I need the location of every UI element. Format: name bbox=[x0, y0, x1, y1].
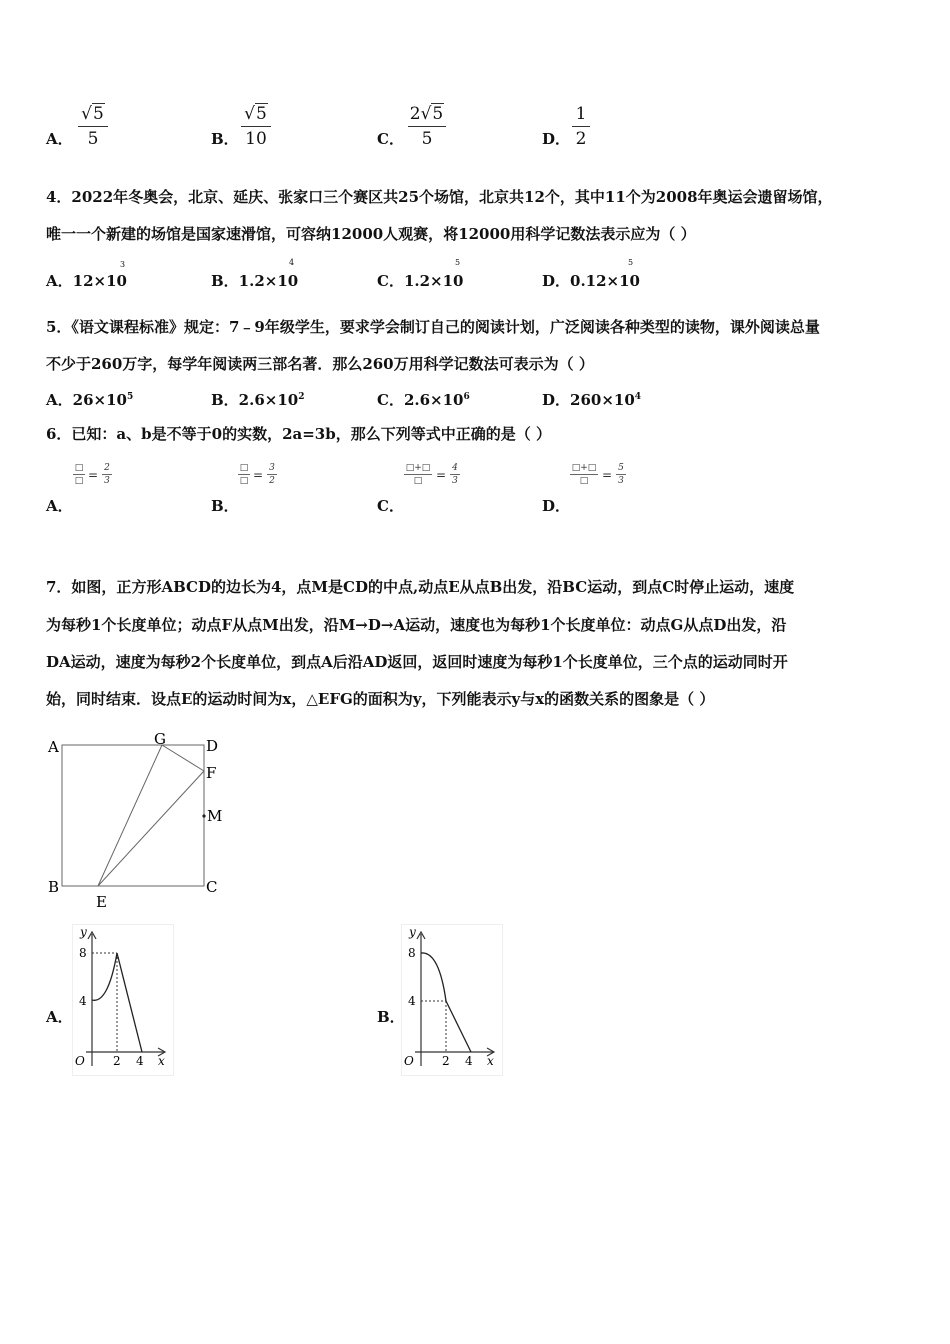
q6-option-a-rhs-fraction: 2 3 bbox=[102, 463, 112, 486]
q6-option-c-rhs-fraction: 4 3 bbox=[450, 463, 460, 486]
square-figure bbox=[40, 725, 240, 915]
graph-b-curve bbox=[421, 953, 446, 1001]
q6-option-d-label: D． bbox=[542, 497, 571, 515]
q6-option-b-label: B． bbox=[211, 497, 239, 515]
q5-option-b: B．$2.6\times 10^2$ bbox=[211, 391, 305, 409]
q6-option-b-rhs-fraction: 3 2 bbox=[267, 463, 277, 486]
q6-option-c-lhs-fraction: □+□ □ bbox=[405, 463, 431, 486]
q6-stem: 6．已知：a、b是不等于0的实数，2a=3b，那么下列等式中正确的是（ ） bbox=[46, 425, 551, 443]
q4-option-c-exponent: 5 bbox=[455, 258, 461, 267]
point-m bbox=[202, 814, 205, 817]
graph-b-frame bbox=[402, 925, 503, 1076]
q6-option-b-lhs-fraction: □ □ bbox=[239, 463, 249, 486]
q4-stem-line-2: 唯一一个新建的场馆是国家速滑馆，可容纳12000人观赛，将12000用科学记数法表示应为（ ） bbox=[46, 225, 696, 243]
graph-a-frame bbox=[73, 925, 174, 1076]
graph-b-line bbox=[446, 1001, 471, 1052]
q4-option-a: A．12×10 bbox=[46, 272, 127, 290]
graph-a-tick-8: 8 bbox=[79, 946, 87, 960]
q3-option-b-label: B． bbox=[211, 130, 239, 148]
graph-b-origin: O bbox=[404, 1054, 414, 1068]
label-g: G bbox=[154, 730, 166, 748]
q4-option-a-exponent: 3 bbox=[120, 260, 126, 269]
graph-b bbox=[401, 924, 503, 1076]
q6-option-a-equals: = bbox=[88, 468, 99, 482]
segment-ge bbox=[98, 745, 162, 886]
graph-b-tick-x4: 4 bbox=[465, 1054, 473, 1068]
q3-option-b-fraction: √5 10 bbox=[241, 104, 271, 149]
q6-option-a-lhs-fraction: □ □ bbox=[74, 463, 84, 486]
q3-option-a-fraction: √5 5 bbox=[78, 104, 108, 149]
label-a: A bbox=[48, 738, 59, 756]
q4-stem-line-1: 4．2022年冬奥会，北京、延庆、张家口三个赛区共25个场馆，北京共12个，其中11个为2008年奥运会遗留场馆， bbox=[46, 188, 833, 206]
label-e: E bbox=[96, 893, 107, 911]
graph-a-curve bbox=[92, 953, 117, 1000]
graph-b-y-label: y bbox=[409, 925, 416, 939]
q6-option-d-lhs-fraction: □+□ □ bbox=[571, 463, 597, 486]
label-f: F bbox=[206, 764, 217, 782]
q7-option-b-label: B． bbox=[377, 1008, 405, 1026]
graph-a-tick-x2: 2 bbox=[113, 1054, 121, 1068]
graph-b-tick-4: 4 bbox=[408, 994, 416, 1008]
q7-stem-line-1: 7．如图，正方形ABCD的边长为4，点M是CD的中点,动点E从点B出发，沿BC运动，到点C时停止运动，速度 bbox=[46, 578, 795, 596]
graph-a-line bbox=[117, 953, 142, 1052]
label-c: C bbox=[206, 878, 218, 896]
graph-b-tick-8: 8 bbox=[408, 946, 416, 960]
graph-a-origin: O bbox=[75, 1054, 85, 1068]
q4-option-d: D．0.12×10 bbox=[542, 272, 640, 290]
q6-option-a-label: A． bbox=[46, 497, 73, 515]
q4-option-b: B．1.2×10 bbox=[211, 272, 299, 290]
square-abcd bbox=[62, 745, 204, 886]
q6-option-d-equals: = bbox=[602, 468, 613, 482]
q5-option-d: D．$260\times 10^4$ bbox=[542, 391, 642, 409]
graph-b-tick-x2: 2 bbox=[442, 1054, 450, 1068]
q5-stem-line-1: 5．《语文课程标准》规定：7﹣9年级学生，要求学会制订自己的阅读计划，广泛阅读各种类型的读物，课外阅读总量 bbox=[46, 318, 820, 336]
q7-stem-line-3: DA运动，速度为每秒2个长度单位，到点A后沿AD返回，返回时速度为每秒1个长度单位，三个点的运动同时开 bbox=[46, 653, 788, 671]
segment-fe bbox=[98, 771, 204, 886]
q7-stem-line-2: 为每秒1个长度单位；动点F从点M出发，沿M→D→A运动，速度也为每秒1个长度单位：动点G从点D出发，沿 bbox=[46, 616, 787, 634]
graph-a-tick-x4: 4 bbox=[136, 1054, 144, 1068]
q6-option-b-equals: = bbox=[253, 468, 264, 482]
q6-option-c-label: C． bbox=[377, 497, 404, 515]
graph-b-x-label: x bbox=[487, 1054, 494, 1068]
q6-option-d-rhs-fraction: 5 3 bbox=[616, 463, 626, 486]
q3-option-c-fraction: 2√5 5 bbox=[408, 104, 446, 149]
q6-option-c-equals: = bbox=[436, 468, 447, 482]
q5-option-a: A．$26\times 10^5$ bbox=[46, 391, 134, 409]
q3-option-d-label: D． bbox=[542, 130, 571, 148]
q3-option-c-label: C． bbox=[377, 130, 404, 148]
graph-a-x-label: x bbox=[158, 1054, 165, 1068]
graph-a bbox=[72, 924, 174, 1076]
q5-stem-line-2: 不少于260万字，每学年阅读两三部名著．那么260万用科学记数法可表示为（ ） bbox=[46, 355, 594, 373]
label-d: D bbox=[206, 737, 219, 755]
q3-option-a-label: A． bbox=[46, 130, 73, 148]
label-m: M bbox=[207, 807, 223, 825]
q7-stem-line-4: 始，同时结束．设点E的运动时间为x，△EFG的面积为y，下列能表示y与x的函数关系的图象是（ ） bbox=[46, 690, 715, 708]
q4-option-d-exponent: 5 bbox=[628, 258, 634, 267]
graph-a-tick-4: 4 bbox=[79, 994, 87, 1008]
segment-gf bbox=[162, 745, 204, 771]
q7-option-a-label: A． bbox=[46, 1008, 73, 1026]
q3-option-d-fraction: 1 2 bbox=[572, 104, 590, 149]
label-b: B bbox=[48, 878, 60, 896]
q4-option-c: C．1.2×10 bbox=[377, 272, 464, 290]
q5-option-c: C．$2.6\times 10^6$ bbox=[377, 391, 470, 409]
q4-option-b-exponent: 4 bbox=[289, 258, 295, 267]
graph-a-y-label: y bbox=[80, 925, 87, 939]
